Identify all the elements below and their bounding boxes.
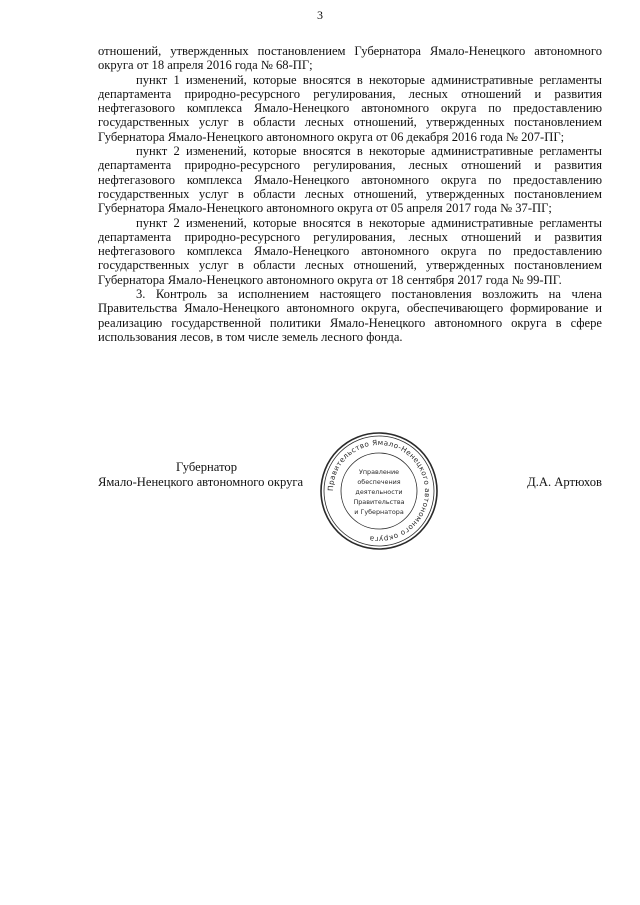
official-seal-stamp	[318, 430, 440, 552]
stamp-ring-text: Правительство Ямало-Ненецкого автономного округа	[325, 437, 433, 545]
signatory-organization: Ямало-Ненецкого автономного округа	[98, 475, 304, 489]
stamp-line: Управление	[358, 468, 400, 476]
stamp-line: обеспечения	[357, 478, 401, 486]
stamp-line: деятельности	[355, 488, 403, 496]
stamp-line: Правительства	[353, 498, 405, 506]
signatory-name: Д.А. Артюхов	[527, 475, 602, 489]
page-number: 3	[317, 8, 323, 22]
paragraph-item-2: пункт 2 изменений, которые вносятся в некоторые административные регламенты департамента природно-ресурсного регулирования, лесных отношений и развития нефтегазового комплекса Ямало-Ненецкого автономного округа по предоставлению государственных услуг в области лесных отношений, утвержденных постановлением Губернатора Ямало-Ненецкого автономного округа от 05 апреля 2017 года № 37-ПГ;	[98, 144, 602, 216]
paragraph-continuation: отношений, утвержденных постановлением Губернатора Ямало-Ненецкого автономного округа от 18 апреля 2016 года № 68-ПГ;	[98, 44, 602, 73]
signatory-title: Губернатор	[176, 460, 237, 474]
paragraph-item-1: пункт 1 изменений, которые вносятся в некоторые административные регламенты департамента природно-ресурсного регулирования, лесных отношений и развития нефтегазового комплекса Ямало-Ненецкого автономного округа по предоставлению государственных услуг в области лесных отношений, утвержденных постановлением Губернатора Ямало-Ненецкого автономного округа от 06 декабря 2016 года № 207-ПГ;	[98, 72, 602, 144]
seal-icon	[318, 430, 440, 552]
paragraph-item-3: пункт 2 изменений, которые вносятся в некоторые административные регламенты департамента природно-ресурсного регулирования, лесных отношений и развития нефтегазового комплекса Ямало-Ненецкого автономного округа по предоставлению государственных услуг в области лесных отношений, утвержденных постановлением Губернатора Ямало-Ненецкого автономного округа от 18 сентября 2017 года № 99-ПГ.	[98, 215, 602, 287]
stamp-line: и Губернатора	[354, 508, 404, 516]
paragraph-control-clause: 3. Контроль за исполнением настоящего постановления возложить на члена Правительства Ямало-Ненецкого автономного округа, обеспечивающего формирование и реализацию государственной политики Ямало-Ненецкого автономного округа в сфере использования лесов, в том числе земель лесного фонда.	[98, 287, 602, 344]
document-body	[98, 44, 602, 344]
